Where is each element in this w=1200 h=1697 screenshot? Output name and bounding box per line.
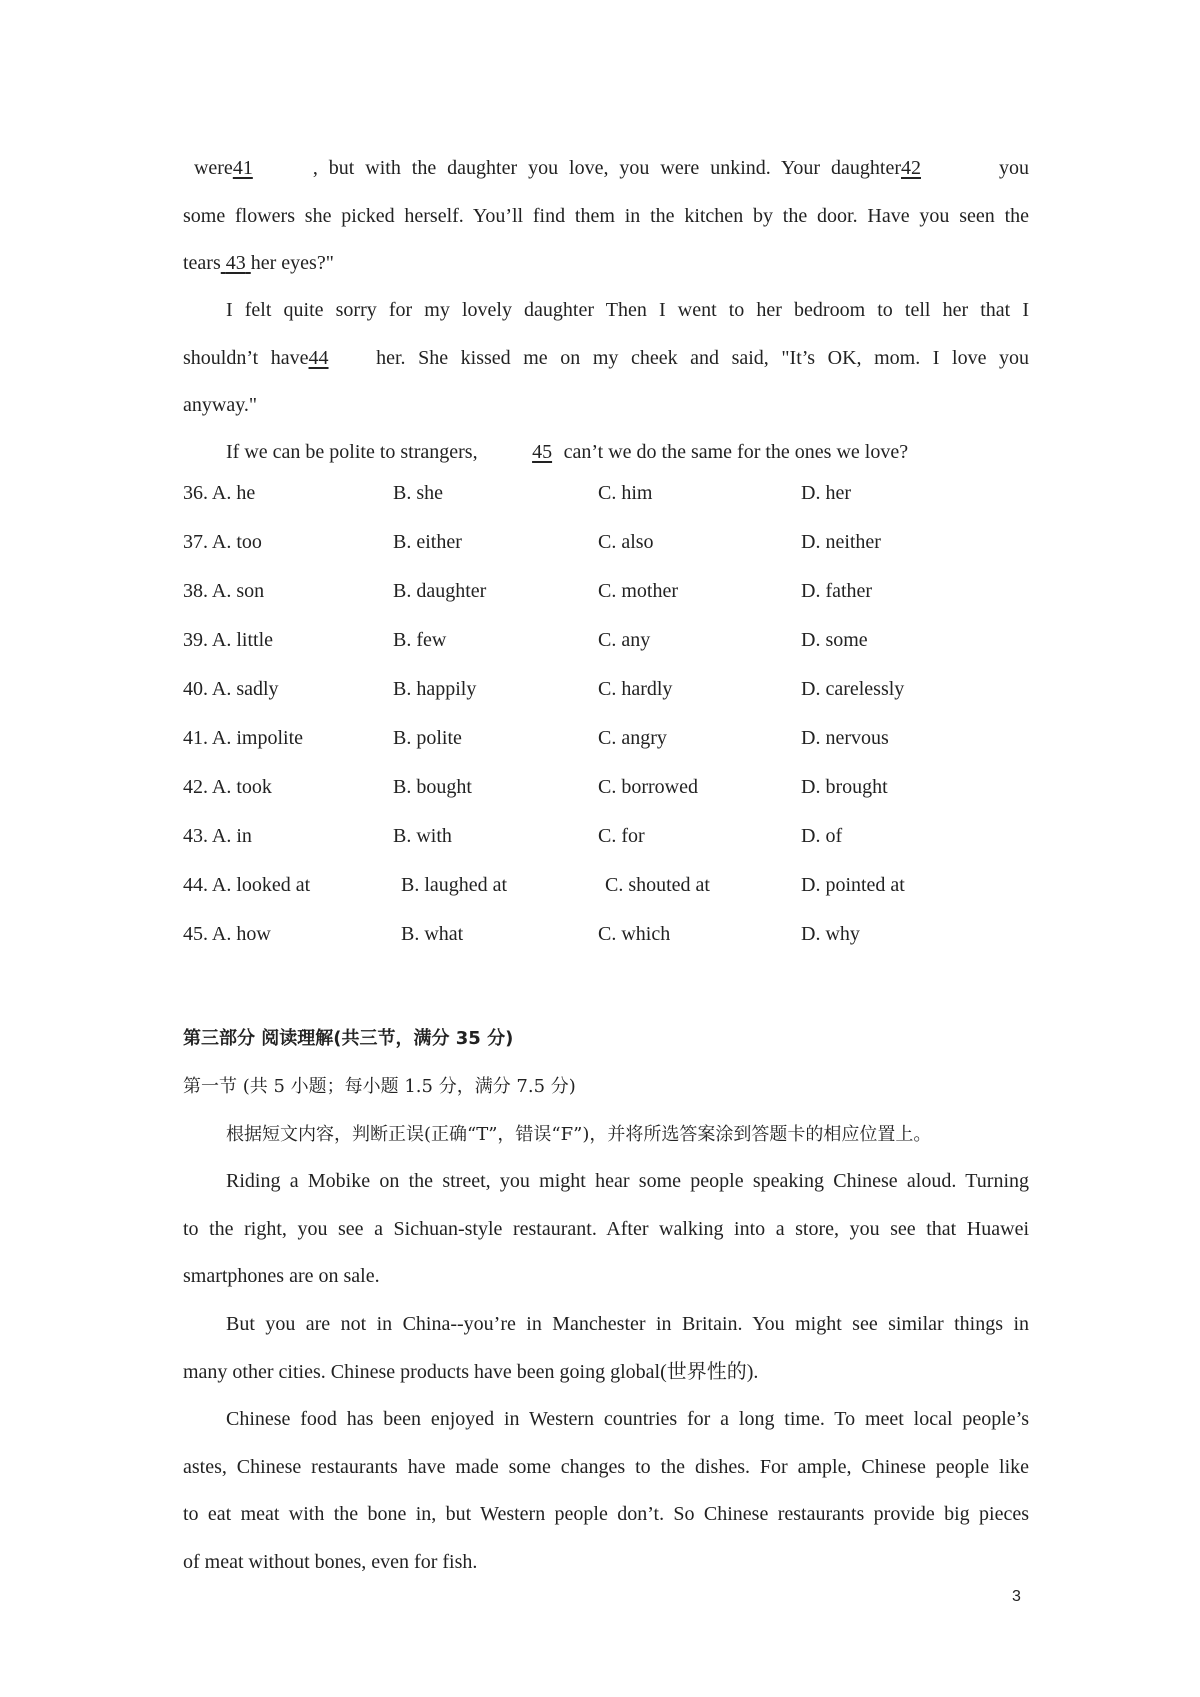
option-b: B. few [393, 629, 447, 651]
option-c: C. which [598, 923, 671, 945]
page-number: 3 [1012, 1588, 1021, 1605]
passage-line: If we can be polite to strangers, 45 can’t we do the same for the ones we love? [183, 429, 1029, 477]
option-a: 36. A. he [183, 482, 256, 504]
option-b: B. bought [393, 776, 472, 798]
blank-42: 42 [901, 157, 921, 179]
option-b: B. with [393, 825, 452, 847]
option-c: C. any [598, 629, 651, 651]
option-c: C. also [598, 531, 654, 553]
passage-line: shouldn’t have44 her. She kissed me on my cheek and said, "It’s OK, mom. I love you [183, 335, 1029, 383]
reading-line: smartphones are on sale. [183, 1265, 380, 1287]
passage-line: were41 , but with the daughter you love, you were unkind. Your daughter42 you [183, 145, 1029, 193]
passage-line: I felt quite sorry for my lovely daughter Then I went to her bedroom to tell her that I [226, 299, 1029, 321]
option-a: 40. A. sadly [183, 678, 279, 700]
option-d: D. neither [801, 531, 881, 553]
answer-options [183, 480, 1029, 970]
option-b: B. happily [393, 678, 477, 700]
reading-line: Riding a Mobike on the street, you might hear some people speaking Chinese aloud. Turning [226, 1170, 1029, 1192]
option-row [183, 725, 1029, 774]
blank-43: 43 [225, 252, 246, 274]
reading-line: to eat meat with the bone in, but Western people don’t. So Chinese restaurants provide big pieces [183, 1503, 1029, 1525]
option-b: B. what [401, 923, 464, 945]
option-row [183, 627, 1029, 676]
sub-heading: 第一节 (共 5 小题；每小题 1.5 分，满分 7.5 分) [183, 1076, 576, 1097]
option-row [183, 823, 1029, 872]
option-d: D. brought [801, 776, 888, 798]
reading-line: astes, Chinese restaurants have made some changes to the dishes. For ample, Chinese people like [183, 1455, 1029, 1478]
option-d: D. nervous [801, 727, 889, 749]
reading-paragraph-2 [183, 1301, 1029, 1396]
option-row [183, 872, 1029, 921]
passage-line: some flowers she picked herself. You’ll find them in the kitchen by the door. Have you seen the [183, 204, 1029, 227]
option-b: B. either [393, 531, 462, 553]
option-d: D. carelessly [801, 678, 905, 700]
blank-44: 44 [308, 346, 329, 369]
option-row [183, 921, 1029, 970]
blank-41: 41 [232, 157, 253, 179]
option-row [183, 774, 1029, 823]
passage-line: tears 43 her eyes?" [183, 252, 334, 274]
option-d: D. of [801, 825, 843, 847]
option-a: 38. A. son [183, 580, 265, 602]
option-row [183, 578, 1029, 627]
option-d: D. pointed at [801, 874, 905, 896]
option-d: D. father [801, 580, 873, 602]
option-b: B. she [393, 482, 443, 504]
reading-paragraph-1 [183, 1158, 1029, 1301]
option-a: 45. A. how [183, 923, 271, 945]
option-c: C. him [598, 482, 653, 504]
reading-line: But you are not in China--you’re in Manchester in Britain. You might see similar things in [226, 1313, 1029, 1335]
option-b: B. laughed at [401, 874, 508, 896]
option-c: C. borrowed [598, 776, 698, 798]
passage-paragraph-3 [183, 429, 1029, 477]
option-a: 41. A. impolite [183, 727, 303, 749]
option-a: 42. A. took [183, 776, 272, 798]
option-row [183, 676, 1029, 725]
reading-paragraph-3 [183, 1396, 1029, 1586]
option-a: 37. A. too [183, 531, 262, 553]
option-a: 43. A. in [183, 825, 252, 847]
reading-line: many other cities. Chinese products have been going global(世界性的). [183, 1360, 759, 1383]
option-c: C. for [598, 825, 645, 847]
reading-line: Chinese food has been enjoyed in Western countries for a long time. To meet local people’s [226, 1408, 1029, 1430]
instruction-text: 根据短文内容，判断正误(正确“T”，错误“F”)，并将所选答案涂到答题卡的相应位置上。 [226, 1124, 932, 1145]
blank-45: 45 [532, 441, 553, 463]
option-c: C. mother [598, 580, 678, 602]
section-heading: 第三部分 阅读理解(共三节，满分 35 分) [183, 1028, 514, 1049]
passage-line: anyway." [183, 394, 258, 416]
passage-paragraph-1 [183, 145, 1029, 288]
option-a: 39. A. little [183, 629, 273, 651]
option-d: D. her [801, 482, 851, 504]
option-row [183, 480, 1029, 529]
option-b: B. polite [393, 727, 462, 749]
reading-line: to the right, you see a Sichuan-style restaurant. After walking into a store, you see that Huawei [183, 1217, 1029, 1240]
option-d: D. why [801, 923, 860, 945]
option-c: C. hardly [598, 678, 673, 700]
passage-paragraph-2 [183, 287, 1029, 430]
option-c: C. shouted at [605, 874, 710, 896]
option-a: 44. A. looked at [183, 874, 311, 896]
option-b: B. daughter [393, 580, 487, 602]
option-c: C. angry [598, 727, 667, 749]
option-row [183, 529, 1029, 578]
reading-line: of meat without bones, even for fish. [183, 1550, 478, 1573]
option-d: D. some [801, 629, 868, 651]
